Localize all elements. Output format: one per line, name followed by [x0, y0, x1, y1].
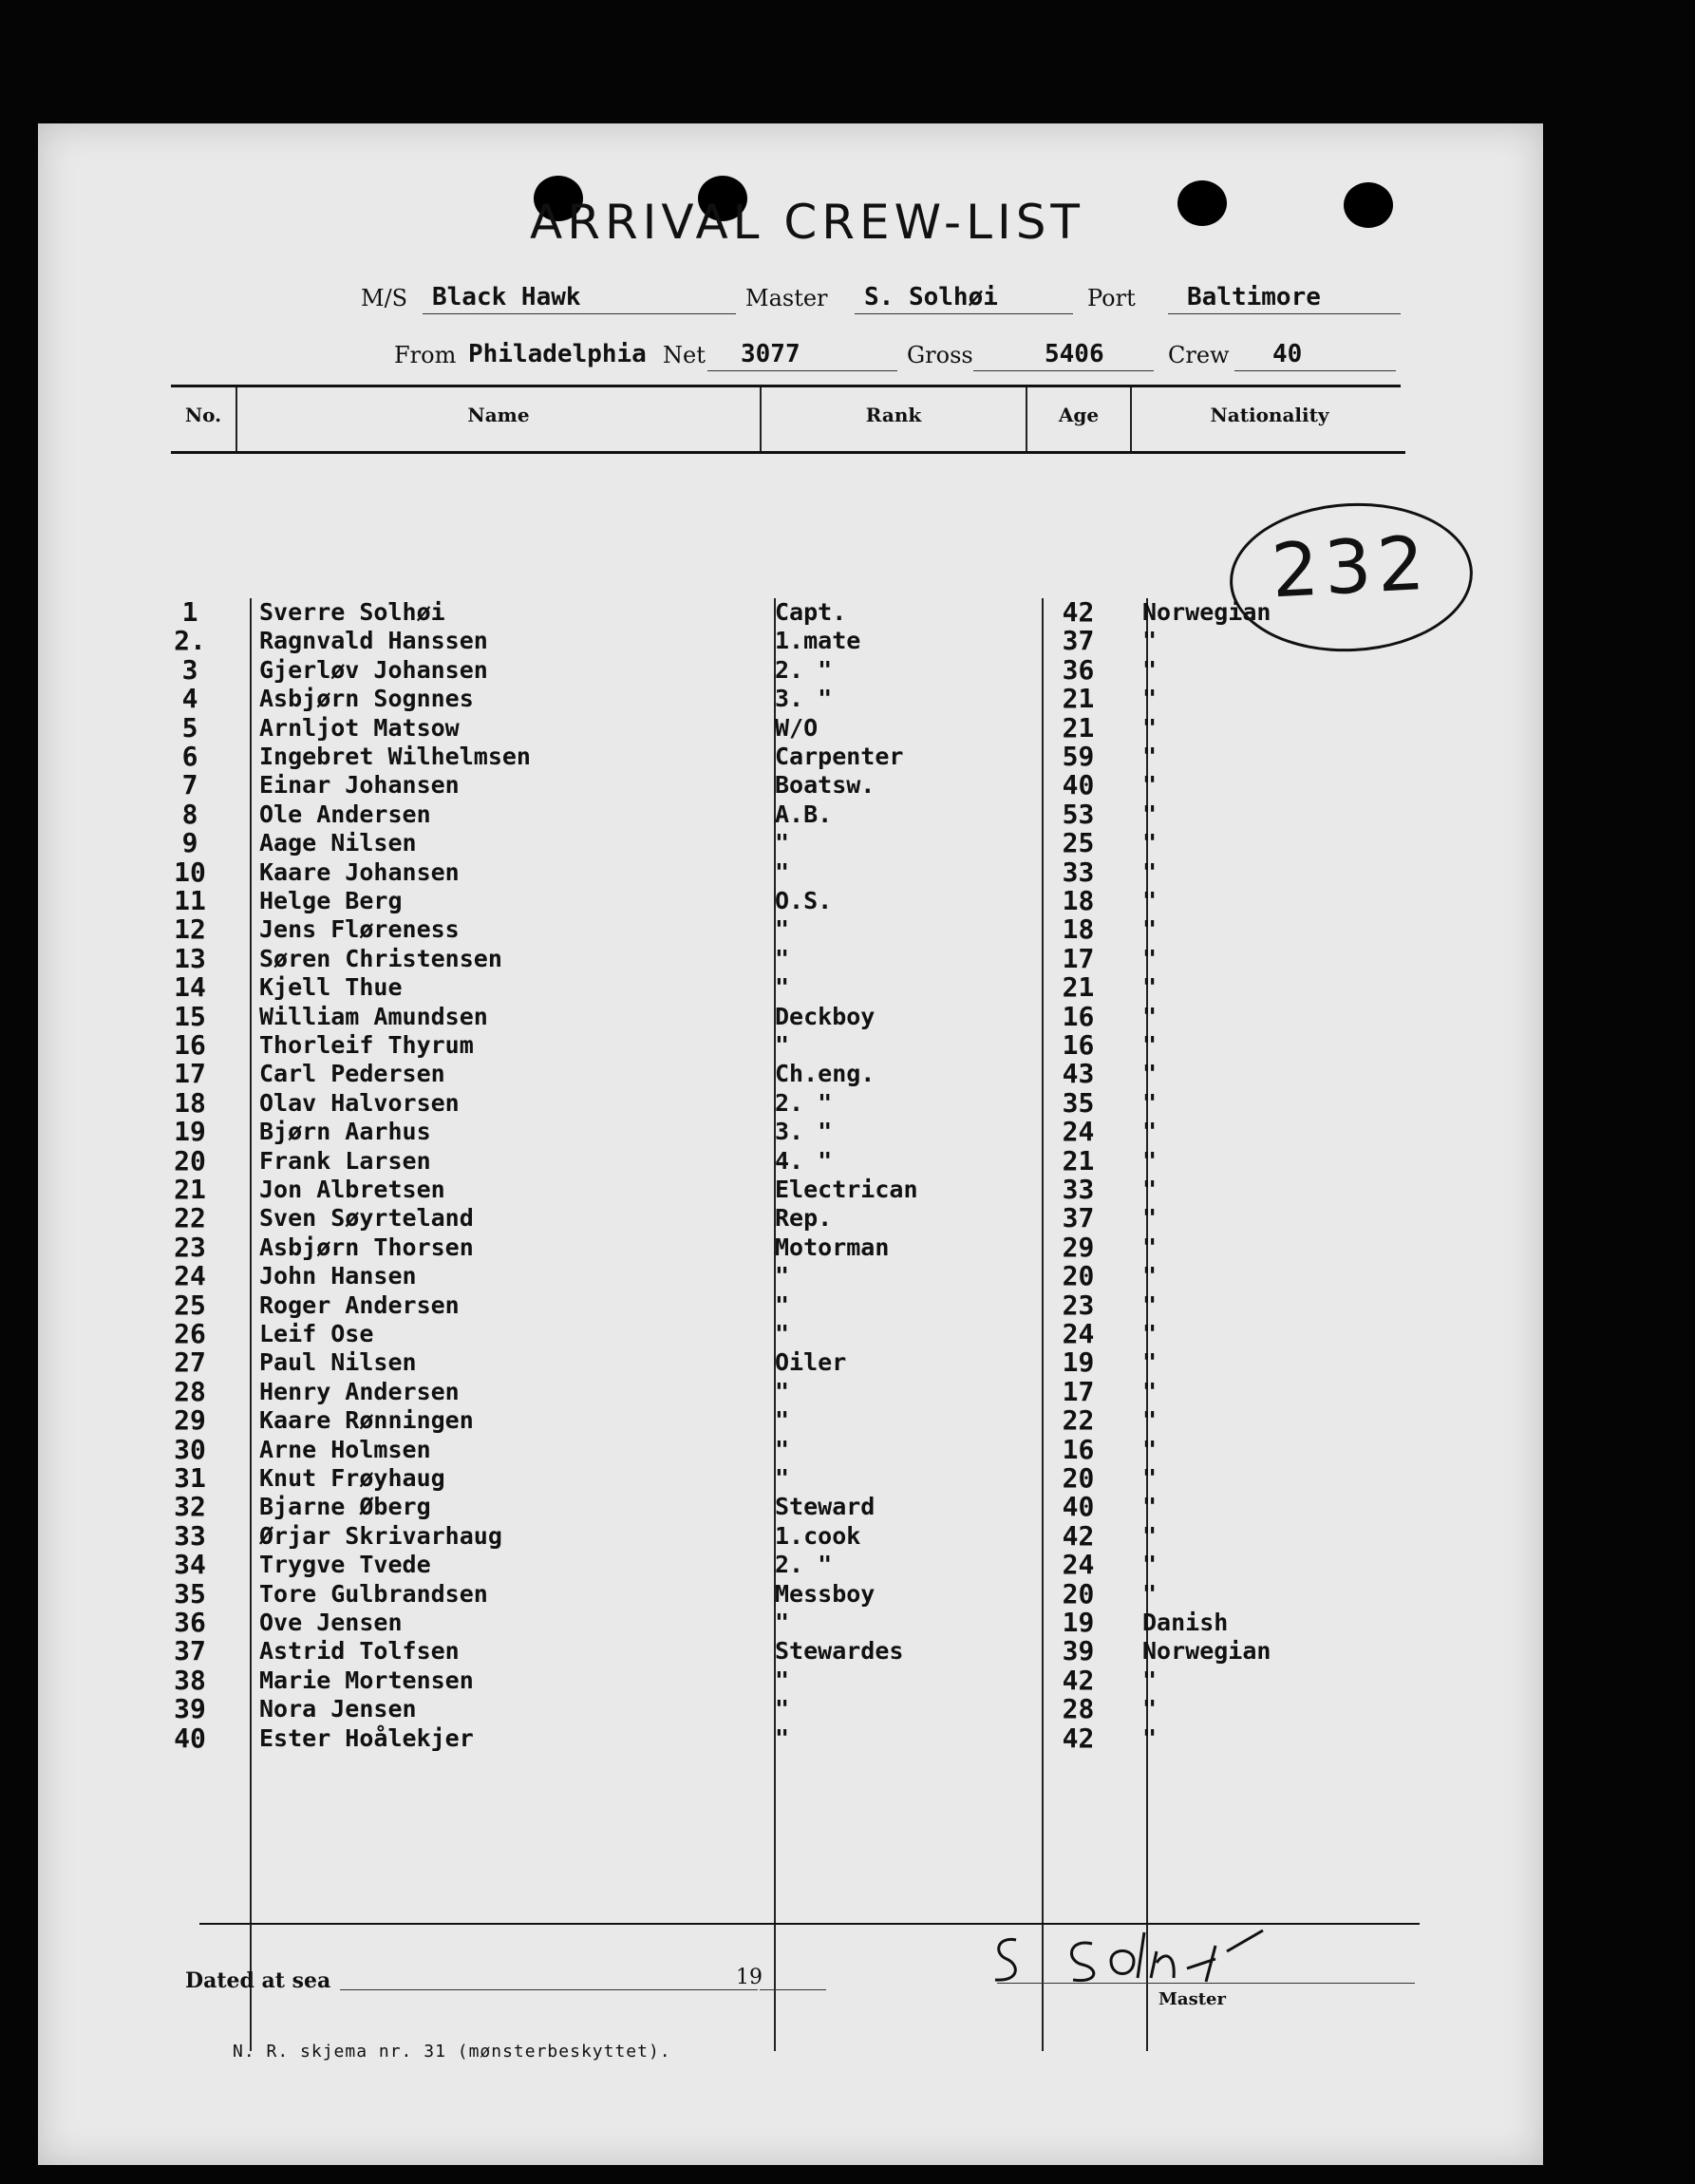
crew-nationality: Norwegian [1142, 1637, 1271, 1666]
crew-name: Jon Albretsen [259, 1176, 445, 1203]
year-underline [760, 1989, 826, 1990]
crew-rank: " [775, 1723, 790, 1752]
table-top-rule [171, 385, 1401, 387]
circled-number-text: 232 [1269, 520, 1433, 615]
table-row [38, 685, 1543, 713]
crew-age: 40 [1062, 1491, 1095, 1523]
table-row [38, 1695, 1543, 1723]
crew-age: 17 [1062, 942, 1095, 974]
crew-nationality: " [1142, 1146, 1158, 1175]
crew-nationality: " [1142, 1551, 1158, 1579]
vessel-name: Black Hawk [432, 283, 581, 311]
crew-age: 18 [1062, 885, 1095, 916]
crew-number: 18 [174, 1086, 206, 1119]
table-row [38, 1464, 1543, 1493]
crew-age: 17 [1062, 1375, 1095, 1407]
crew-nationality: " [1142, 1320, 1158, 1347]
crew-number: 16 [174, 1029, 206, 1061]
crew-age: 33 [1062, 856, 1095, 888]
crew-name: Sverre Solhøi [259, 598, 445, 626]
table-row [38, 1433, 1543, 1465]
crew-nationality: " [1142, 1088, 1158, 1117]
crew-nationality: " [1142, 1521, 1158, 1550]
crew-nationality: " [1142, 1060, 1158, 1088]
crew-age: 22 [1062, 1404, 1095, 1437]
crew-rank: " [775, 829, 790, 857]
table-row [38, 1519, 1543, 1552]
crew-nationality: " [1142, 800, 1158, 828]
crew-name: Arnljot Matsow [259, 713, 460, 742]
table-row [38, 1000, 1543, 1032]
crew-number: 29 [174, 1404, 206, 1437]
crew-number: 11 [174, 885, 206, 916]
signature-underline [997, 1983, 1415, 1984]
crew-number: 15 [174, 1000, 206, 1032]
crew-age: 28 [1062, 1693, 1095, 1725]
crew-nationality: " [1142, 1290, 1158, 1319]
table-row [38, 1118, 1543, 1146]
crew-name: Ove Jensen [259, 1609, 403, 1636]
crew-number: 26 [174, 1318, 206, 1349]
crew-rank: Capt. [775, 598, 847, 626]
crew-number: 34 [174, 1549, 206, 1581]
crew-nationality: " [1142, 915, 1158, 944]
crew-nationality: " [1142, 1176, 1158, 1203]
crew-number: 2. [174, 625, 206, 657]
crew-number: 19 [174, 1116, 206, 1148]
crew-age: 25 [1062, 827, 1095, 859]
table-row [38, 1291, 1543, 1320]
crew-number: 23 [174, 1231, 206, 1263]
crew-nationality: " [1142, 743, 1158, 770]
crew-name: Ragnvald Hanssen [259, 627, 488, 655]
crew-age: 24 [1062, 1318, 1095, 1349]
header-name: Name [467, 404, 530, 426]
crew-rank: Rep. [775, 1204, 833, 1233]
crew-number: 27 [174, 1346, 206, 1379]
crew-name: Ørjar Skrivarhaug [259, 1521, 502, 1550]
header-age: Age [1058, 404, 1100, 426]
crew-rank: " [775, 857, 790, 886]
crew-rank: A.B. [775, 800, 833, 828]
table-row [38, 800, 1543, 829]
crew-name: Henry Andersen [259, 1377, 460, 1405]
crew-number: 24 [174, 1260, 206, 1292]
crew-nationality: " [1142, 1435, 1158, 1463]
crew-nationality: " [1142, 973, 1158, 1002]
crew-name: Bjørn Aarhus [259, 1118, 431, 1146]
crew-number: 8 [181, 798, 198, 830]
crew-nationality: " [1142, 1204, 1158, 1233]
table-row [38, 1176, 1543, 1204]
crew-age: 33 [1062, 1174, 1095, 1205]
crew-rank: Messboy [775, 1579, 876, 1608]
crew-rank: " [775, 1406, 790, 1435]
crew-rank: Stewardes [775, 1637, 904, 1666]
crew-number: 40 [174, 1722, 206, 1754]
crew-rank: " [775, 1262, 790, 1290]
table-row [38, 1031, 1543, 1060]
crew-rank: 2. " [775, 1088, 833, 1117]
vessel-underline [423, 313, 736, 314]
crew-nationality: " [1142, 771, 1158, 800]
crew-number: 13 [174, 942, 206, 974]
crew-rank: " [775, 1695, 790, 1723]
crew-nationality: " [1142, 713, 1158, 742]
crew-rank: " [775, 1435, 790, 1463]
form-title: ARRIVAL CREW-LIST [530, 195, 1084, 250]
table-row [38, 711, 1543, 744]
crew-number: 28 [174, 1375, 206, 1407]
gross-underline [973, 370, 1154, 371]
table-header-rule [171, 451, 1405, 454]
crew-name: Ester Hoålekjer [259, 1723, 474, 1752]
crew-nationality: " [1142, 1233, 1158, 1261]
master-label: Master [745, 285, 828, 311]
crew-age: 20 [1062, 1260, 1095, 1292]
crew-rank: O.S. [775, 887, 833, 914]
crew-age: 16 [1062, 1029, 1095, 1061]
form-note: N. R. skjema nr. 31 (mønsterbeskyttet). [233, 2042, 671, 2062]
crew-rank: W/O [775, 713, 819, 742]
crew-age: 37 [1062, 625, 1095, 657]
crew-rank: Carpenter [775, 743, 904, 770]
crew-nationality: " [1142, 1723, 1158, 1752]
crew-nationality: " [1142, 1377, 1158, 1405]
crew-number: 5 [181, 711, 198, 744]
crew-nationality: " [1142, 1493, 1158, 1521]
table-row [38, 1320, 1543, 1348]
crew-age: 20 [1062, 1462, 1095, 1494]
crew-nationality: " [1142, 627, 1158, 655]
crew-name: Leif Ose [259, 1320, 374, 1347]
crew-name: Jens Fløreness [259, 915, 460, 944]
crew-rank: 2. " [775, 1551, 833, 1579]
crew-rank: " [775, 915, 790, 944]
crew-rank: " [775, 1609, 790, 1636]
crew-name: Kaare Rønningen [259, 1406, 474, 1435]
crew-number: 30 [174, 1433, 206, 1465]
table-row [38, 1724, 1543, 1753]
crew-age: 16 [1062, 1433, 1095, 1465]
crew-rank: Electrican [775, 1176, 918, 1203]
crew-name: Kjell Thue [259, 973, 403, 1002]
table-row [38, 1551, 1543, 1579]
crew-rank: 1.mate [775, 627, 861, 655]
crew-rank: Oiler [775, 1348, 847, 1377]
crew-number: 36 [174, 1607, 206, 1638]
crew-nationality: " [1142, 1666, 1158, 1694]
crew-age: 36 [1062, 653, 1095, 686]
table-row [38, 1406, 1543, 1435]
crew-age: 21 [1062, 683, 1095, 715]
crew-rank: " [775, 1290, 790, 1319]
crew-name: Asbjørn Sognnes [259, 685, 474, 713]
crew-nationality: " [1142, 1579, 1158, 1608]
crew-nationality: " [1142, 829, 1158, 857]
crew-nationality: " [1142, 1406, 1158, 1435]
crew-nationality: " [1142, 1695, 1158, 1723]
crew-age: 59 [1062, 741, 1095, 772]
crew-number: 31 [174, 1462, 206, 1494]
crew-rank: 1.cook [775, 1521, 861, 1550]
crew-nationality: " [1142, 887, 1158, 914]
crew-name: Aage Nilsen [259, 829, 417, 857]
table-row [38, 829, 1543, 857]
crew-age: 23 [1062, 1289, 1095, 1321]
net-underline [707, 370, 897, 371]
crew-age: 19 [1062, 1607, 1095, 1638]
crew-rank: " [775, 1464, 790, 1492]
signature-master-label: Master [1158, 1989, 1226, 2009]
crew-number: 7 [181, 769, 198, 801]
master-name: S. Solhøi [864, 283, 998, 311]
crew-age: 42 [1062, 1664, 1095, 1696]
crew-name: Ole Andersen [259, 800, 431, 828]
year-prefix: 19 [736, 1966, 763, 1989]
crew-age: 40 [1062, 769, 1095, 801]
crew-nationality: " [1142, 1348, 1158, 1377]
crew-number: 17 [174, 1058, 206, 1090]
crew-nationality: " [1142, 1031, 1158, 1059]
crew-age: 35 [1062, 1086, 1095, 1119]
gross-label: Gross [907, 342, 973, 368]
crew-age: 37 [1062, 1202, 1095, 1234]
punch-hole [1344, 182, 1393, 228]
table-row [38, 1577, 1543, 1610]
crew-name: Carl Pedersen [259, 1060, 445, 1088]
crew-number: 25 [174, 1289, 206, 1321]
table-row [38, 1348, 1543, 1377]
crew-age: 19 [1062, 1346, 1095, 1379]
crew-age: 16 [1062, 1000, 1095, 1032]
from-port: Philadelphia [468, 340, 647, 368]
crew-name: Kaare Johansen [259, 857, 460, 886]
crew-number: 10 [174, 856, 206, 888]
table-row [38, 1609, 1543, 1637]
header-rank: Rank [865, 404, 922, 426]
table-row [38, 887, 1543, 915]
crew-nationality: " [1142, 944, 1158, 972]
crew-name: Sven Søyrteland [259, 1204, 474, 1233]
table-row [38, 1493, 1543, 1521]
header-nationality: Nationality [1210, 404, 1329, 426]
port-underline [1168, 313, 1401, 314]
crew-name: Roger Andersen [259, 1290, 460, 1319]
crew-name: Arne Holmsen [259, 1435, 431, 1463]
crew-age: 24 [1062, 1549, 1095, 1581]
crew-name: Einar Johansen [259, 771, 460, 800]
crew-number: 3 [181, 653, 198, 686]
crew-nationality: " [1142, 1262, 1158, 1290]
crew-rank: Boatsw. [775, 771, 876, 800]
dated-label: Dated at sea [185, 1968, 331, 1993]
punch-hole [1177, 180, 1227, 226]
crew-number: 37 [174, 1635, 206, 1667]
crew-name: Gjerløv Johansen [259, 655, 488, 684]
table-row [38, 743, 1543, 771]
crew-rank: 3. " [775, 685, 833, 713]
table-row [38, 1060, 1543, 1088]
master-signature [978, 1923, 1396, 1999]
crew-age: 42 [1062, 1722, 1095, 1754]
crew-rank: 3. " [775, 1118, 833, 1146]
crew-nationality: " [1142, 655, 1158, 684]
table-row [38, 973, 1543, 1002]
table-row [38, 1204, 1543, 1233]
crew-age: 20 [1062, 1577, 1095, 1610]
crew-nationality: " [1142, 685, 1158, 713]
crew-rank: Ch.eng. [775, 1060, 876, 1088]
crew-nationality: " [1142, 1002, 1158, 1030]
net-label: Net [663, 342, 706, 368]
crew-number: 4 [181, 683, 198, 715]
table-row [38, 1233, 1543, 1262]
crew-name: Thorleif Thyrum [259, 1031, 474, 1059]
crew-rank: " [775, 1031, 790, 1059]
crew-number: 33 [174, 1519, 206, 1552]
crew-rank: " [775, 973, 790, 1002]
table-row [38, 858, 1543, 887]
crew-number: 39 [174, 1693, 206, 1725]
crew-name: Astrid Tolfsen [259, 1637, 460, 1666]
crew-name: Marie Mortensen [259, 1666, 474, 1694]
table-row [38, 915, 1543, 944]
crew-rank: 2. " [775, 655, 833, 684]
crew-age: 29 [1062, 1231, 1095, 1263]
crew-nationality: Danish [1142, 1609, 1229, 1636]
crew-age: 39 [1062, 1635, 1095, 1667]
crew-nationality: " [1142, 1118, 1158, 1146]
crew-age: 53 [1062, 798, 1095, 830]
crew-rank: " [775, 1320, 790, 1347]
crew-name: Knut Frøyhaug [259, 1464, 445, 1492]
crew-number: 12 [174, 913, 206, 946]
crew-number: 20 [174, 1144, 206, 1177]
gross-tonnage: 5406 [1045, 340, 1104, 368]
crew-number: 6 [181, 741, 198, 772]
crew-name: Helge Berg [259, 887, 403, 914]
crew-rank: Steward [775, 1493, 876, 1521]
crew-age: 42 [1062, 1519, 1095, 1552]
crew-name: Søren Christensen [259, 944, 502, 972]
crew-age: 18 [1062, 913, 1095, 946]
crew-age: 21 [1062, 1144, 1095, 1177]
crew-rank: 4. " [775, 1146, 833, 1175]
from-label: From [394, 342, 457, 368]
crew-number: 14 [174, 971, 206, 1004]
header-no: No. [184, 404, 222, 426]
crew-name: Olav Halvorsen [259, 1088, 460, 1117]
crew-age: 42 [1062, 596, 1095, 628]
crew-name: Tore Gulbrandsen [259, 1579, 488, 1608]
crew-number: 21 [174, 1174, 206, 1205]
crew-age: 43 [1062, 1058, 1095, 1090]
crew-name: Asbjørn Thorsen [259, 1233, 474, 1261]
crew-rank: Deckboy [775, 1002, 876, 1030]
table-row [38, 1262, 1543, 1290]
net-tonnage: 3077 [741, 340, 800, 368]
crew-number: 38 [174, 1664, 206, 1696]
crew-number: 32 [174, 1491, 206, 1523]
crew-name: Frank Larsen [259, 1146, 431, 1175]
crew-rank: " [775, 1666, 790, 1694]
crew-name: John Hansen [259, 1262, 417, 1290]
table-row [38, 1375, 1543, 1407]
crew-rank: Motorman [775, 1233, 890, 1261]
crew-number: 22 [174, 1202, 206, 1234]
table-row [38, 942, 1543, 974]
crew-age: 21 [1062, 711, 1095, 744]
crew-name: Trygve Tvede [259, 1551, 431, 1579]
table-row [38, 1666, 1543, 1695]
crew-name: William Amundsen [259, 1002, 488, 1030]
table-row [38, 653, 1543, 686]
port-label: Port [1087, 285, 1136, 311]
table-row [38, 1086, 1543, 1119]
table-row [38, 1637, 1543, 1666]
crew-nationality: Norwegian [1142, 598, 1271, 626]
crew-nationality: " [1142, 1464, 1158, 1492]
crew-name: Bjarne Øberg [259, 1493, 431, 1521]
crew-label: Crew [1168, 342, 1230, 368]
crew-age: 21 [1062, 971, 1095, 1004]
crew-age: 24 [1062, 1116, 1095, 1148]
crew-nationality: " [1142, 857, 1158, 886]
crew-rank: " [775, 1377, 790, 1405]
crew-number: 9 [181, 827, 198, 859]
table-row [38, 1144, 1543, 1177]
master-underline [855, 313, 1073, 314]
table-row [38, 771, 1543, 800]
crew-name: Nora Jensen [259, 1695, 417, 1723]
port-name: Baltimore [1187, 283, 1321, 311]
crew-name: Paul Nilsen [259, 1348, 417, 1377]
crew-list-sheet [38, 123, 1543, 2165]
crew-count: 40 [1272, 340, 1303, 368]
crew-number: 35 [174, 1577, 206, 1610]
crew-number: 1 [181, 596, 198, 628]
crew-rank: " [775, 944, 790, 972]
vessel-prefix: M/S [361, 285, 408, 311]
dated-underline [340, 1989, 758, 1990]
crew-name: Ingebret Wilhelmsen [259, 743, 531, 770]
crew-underline [1234, 370, 1396, 371]
